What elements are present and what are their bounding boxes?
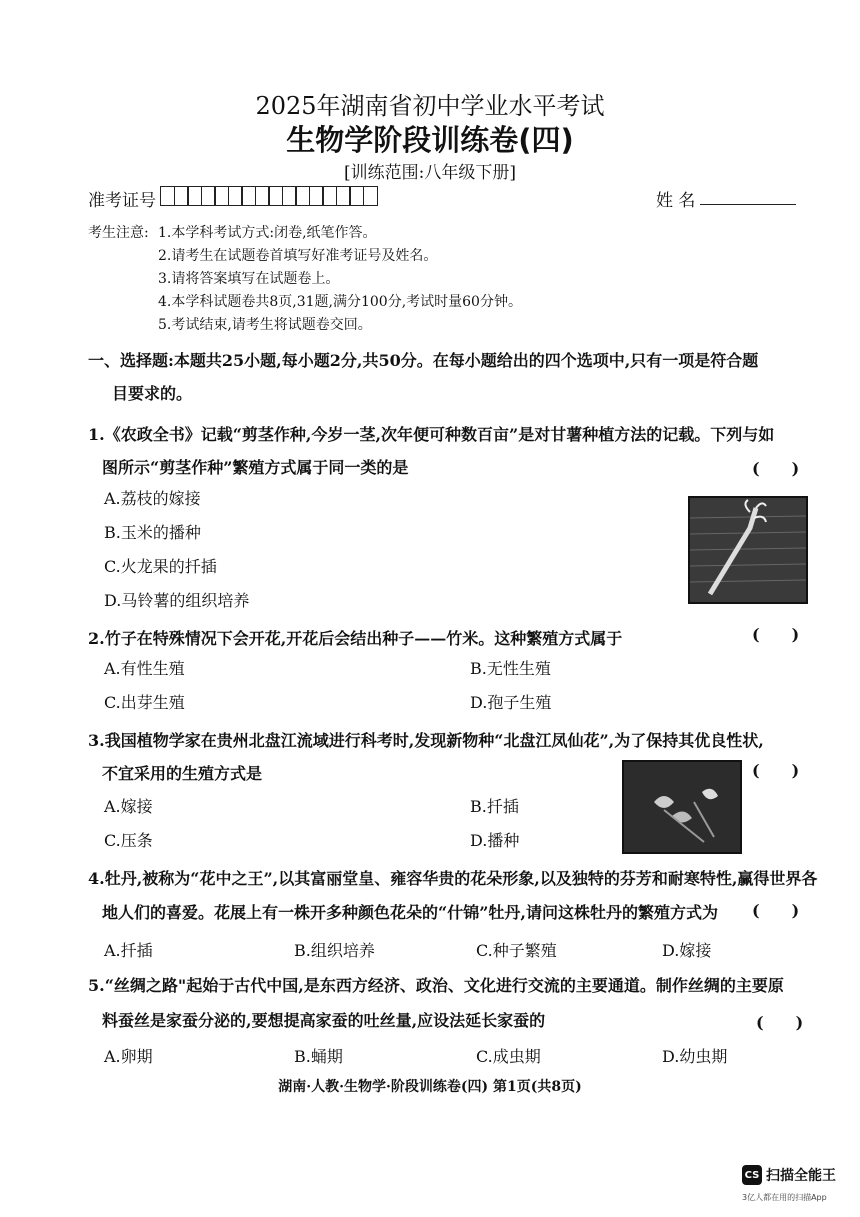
- paper-title: 生物学阶段训练卷(四): [286, 123, 574, 157]
- scanner-watermark: [742, 1165, 836, 1185]
- cs-logo-icon: CS: [742, 1165, 762, 1185]
- answer-blank-5[interactable]: ( ): [756, 1013, 804, 1032]
- exam-id-boxes[interactable]: [160, 186, 376, 206]
- option-5d: D.幼虫期: [662, 1047, 728, 1066]
- option-3d: D.播种: [470, 831, 520, 850]
- question-1: 1.《农政全书》记载“剪茎作种,今岁一茎,次年便可种数百亩”是对甘薯种植方法的记载。下列与如 图所示“剪茎作种”繁殖方式属于同一类的是: [88, 425, 775, 477]
- exam-title: 2025年湖南省初中学业水平考试: [255, 92, 605, 120]
- answer-blank-2[interactable]: ( ): [752, 625, 800, 644]
- section-heading: 一、选择题:本题共25小题,每小题2分,共50分。在每小题给出的四个选项中,只有一项是符合题 目要求的。: [88, 351, 759, 403]
- note-item: 1.本学科考试方式:闭卷,纸笔作答。: [158, 225, 377, 241]
- impatiens-flower-image: [622, 760, 742, 854]
- option-5a: A.卵期: [104, 1047, 153, 1066]
- option-4b: B.组织培养: [294, 941, 375, 960]
- question-2: 2.竹子在特殊情况下会开花,开花后会结出种子——竹米。这种繁殖方式属于: [88, 629, 623, 648]
- option-2c: C.出芽生殖: [104, 693, 185, 712]
- option-3b: B.扦插: [470, 797, 519, 816]
- note-item: 3.请将答案填写在试题卷上。: [158, 271, 340, 287]
- exam-id-label: 准考证号: [88, 191, 156, 211]
- option-1d: D.马铃薯的组织培养: [104, 591, 250, 610]
- note-item: 5.考试结束,请考生将试题卷交回。: [158, 317, 372, 333]
- option-1a: A.荔枝的嫁接: [104, 489, 201, 508]
- option-1c: C.火龙果的扦插: [104, 557, 217, 576]
- question-5: 5.“丝绸之路"起始于古代中国,是东西方经济、政治、文化进行交流的主要通道。制作丝绸的主要原 料蚕丝是家蚕分泌的,要想提高家蚕的吐丝量,应设法延长家蚕的: [88, 976, 784, 1030]
- option-4a: A.扦插: [104, 941, 153, 960]
- option-4d: D.嫁接: [662, 941, 712, 960]
- answer-blank-1[interactable]: ( ): [752, 459, 800, 478]
- sweet-potato-cutting-image: [688, 496, 808, 604]
- training-range: [训练范围:八年级下册]: [344, 163, 516, 183]
- question-4: 4.牡丹,被称为“花中之王”,以其富丽堂皇、雍容华贵的花朵形象,以及独特的芬芳和耐寒特性,赢得世界各 地人们的喜爱。花展上有一株开多种颜色花朵的“什锦”牡丹,请问这株牡丹的繁殖方式为: [88, 869, 818, 922]
- option-5b: B.蛹期: [294, 1047, 343, 1066]
- answer-blank-3[interactable]: ( ): [752, 761, 800, 780]
- option-5c: C.成虫期: [476, 1047, 541, 1066]
- name-label: 姓 名: [656, 191, 696, 211]
- scanner-tagline: 3亿人都在用的扫描App: [742, 1193, 827, 1202]
- candidate-notes: [88, 222, 522, 337]
- option-3c: C.压条: [104, 831, 153, 850]
- option-2b: B.无性生殖: [470, 659, 551, 678]
- notes-heading: 考生注意:: [88, 225, 149, 241]
- page-footer: 湖南·人教·生物学·阶段训练卷(四) 第1页(共8页): [278, 1079, 582, 1095]
- option-2a: A.有性生殖: [104, 659, 185, 678]
- name-field[interactable]: [700, 204, 796, 205]
- scanner-app-name: 扫描全能王: [766, 1168, 836, 1184]
- option-3a: A.嫁接: [104, 797, 153, 816]
- note-item: 4.本学科试题卷共8页,31题,满分100分,考试时量60分钟。: [158, 294, 522, 310]
- note-item: 2.请考生在试题卷首填写好准考证号及姓名。: [158, 248, 438, 264]
- option-1b: B.玉米的播种: [104, 523, 201, 542]
- option-2d: D.孢子生殖: [470, 693, 552, 712]
- question-3: 3.我国植物学家在贵州北盘江流域进行科考时,发现新物种“北盘江凤仙花”,为了保持其优良性状, 不宜采用的生殖方式是: [88, 731, 764, 783]
- answer-blank-4[interactable]: ( ): [752, 901, 800, 920]
- option-4c: C.种子繁殖: [476, 941, 557, 960]
